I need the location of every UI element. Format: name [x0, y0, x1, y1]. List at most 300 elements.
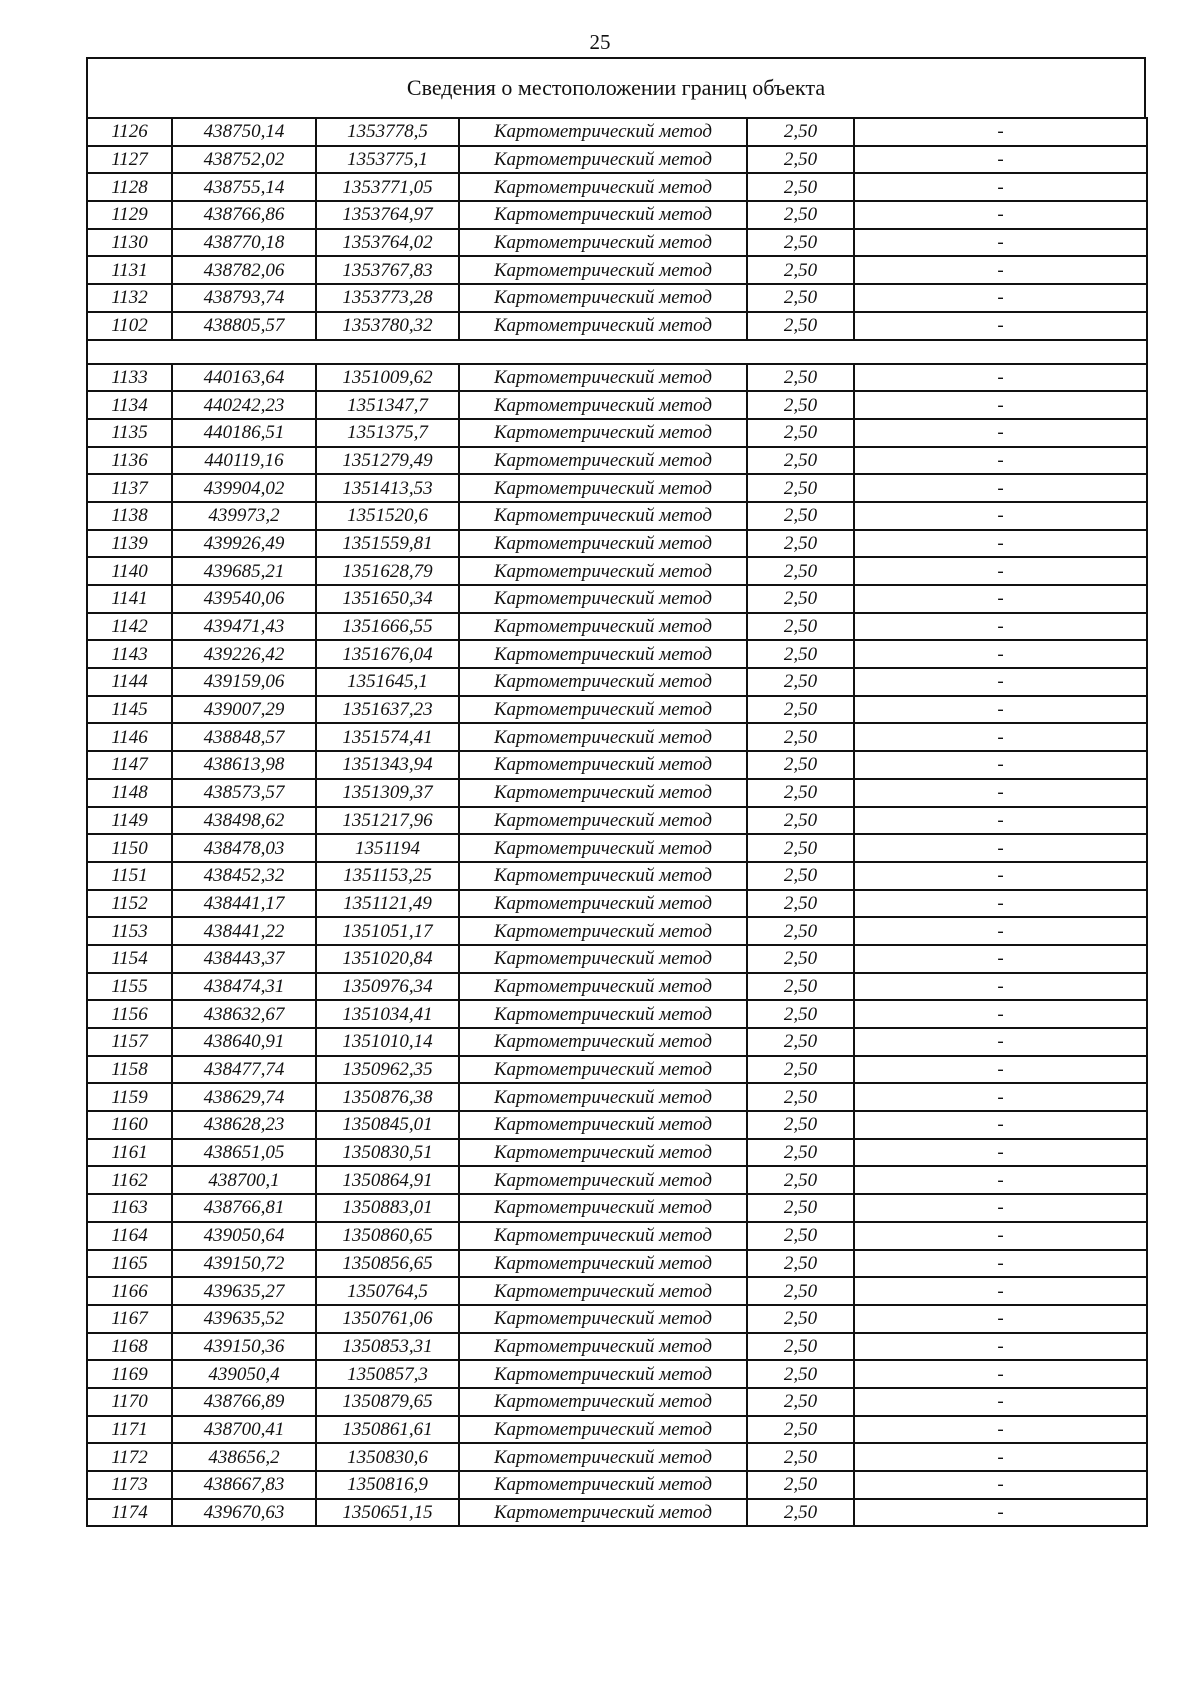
accuracy-cell: 2,50 [747, 1000, 854, 1028]
y-coordinate-cell: 1350845,01 [316, 1111, 459, 1139]
accuracy-cell: 2,50 [747, 890, 854, 918]
point-number-cell: 1140 [87, 557, 172, 585]
accuracy-cell: 2,50 [747, 1360, 854, 1388]
description-cell: - [854, 1139, 1147, 1167]
point-number-cell: 1137 [87, 474, 172, 502]
description-cell: - [854, 474, 1147, 502]
point-number-cell: 1171 [87, 1416, 172, 1444]
y-coordinate-cell: 1350879,65 [316, 1388, 459, 1416]
method-cell: Картометрический метод [459, 696, 747, 724]
method-cell: Картометрический метод [459, 890, 747, 918]
y-coordinate-cell: 1350651,15 [316, 1499, 459, 1527]
accuracy-cell: 2,50 [747, 1139, 854, 1167]
x-coordinate-cell: 438766,81 [172, 1194, 316, 1222]
description-cell: - [854, 557, 1147, 585]
description-cell: - [854, 1000, 1147, 1028]
y-coordinate-cell: 1351020,84 [316, 945, 459, 973]
accuracy-cell: 2,50 [747, 256, 854, 284]
point-number-cell: 1139 [87, 530, 172, 558]
accuracy-cell: 2,50 [747, 1083, 854, 1111]
y-coordinate-cell: 1350857,3 [316, 1360, 459, 1388]
table-row [87, 1000, 1147, 1028]
accuracy-cell: 2,50 [747, 391, 854, 419]
method-cell: Картометрический метод [459, 1000, 747, 1028]
point-number-cell: 1164 [87, 1222, 172, 1250]
description-cell: - [854, 973, 1147, 1001]
point-number-cell: 1130 [87, 229, 172, 257]
table-row [87, 1222, 1147, 1250]
table-row [87, 1028, 1147, 1056]
point-number-cell: 1173 [87, 1471, 172, 1499]
accuracy-cell: 2,50 [747, 1277, 854, 1305]
point-number-cell: 1150 [87, 834, 172, 862]
point-number-cell: 1156 [87, 1000, 172, 1028]
x-coordinate-cell: 439471,43 [172, 613, 316, 641]
description-cell: - [854, 1443, 1147, 1471]
method-cell: Картометрический метод [459, 557, 747, 585]
description-cell: - [854, 391, 1147, 419]
point-number-cell: 1128 [87, 173, 172, 201]
point-number-cell: 1162 [87, 1166, 172, 1194]
x-coordinate-cell: 438700,41 [172, 1416, 316, 1444]
y-coordinate-cell: 1351559,81 [316, 530, 459, 558]
description-cell: - [854, 585, 1147, 613]
method-cell: Картометрический метод [459, 229, 747, 257]
table-row [87, 1194, 1147, 1222]
x-coordinate-cell: 438478,03 [172, 834, 316, 862]
description-cell: - [854, 696, 1147, 724]
accuracy-cell: 2,50 [747, 1028, 854, 1056]
x-coordinate-cell: 439226,42 [172, 640, 316, 668]
y-coordinate-cell: 1350816,9 [316, 1471, 459, 1499]
point-number-cell: 1135 [87, 419, 172, 447]
x-coordinate-cell: 438700,1 [172, 1166, 316, 1194]
x-coordinate-cell: 438848,57 [172, 723, 316, 751]
method-cell: Картометрический метод [459, 312, 747, 340]
method-cell: Картометрический метод [459, 862, 747, 890]
table-row [87, 613, 1147, 641]
description-cell: - [854, 1111, 1147, 1139]
x-coordinate-cell: 438477,74 [172, 1056, 316, 1084]
point-number-cell: 1138 [87, 502, 172, 530]
point-number-cell: 1144 [87, 668, 172, 696]
x-coordinate-cell: 440119,16 [172, 447, 316, 475]
y-coordinate-cell: 1350830,6 [316, 1443, 459, 1471]
y-coordinate-cell: 1351347,7 [316, 391, 459, 419]
y-coordinate-cell: 1351279,49 [316, 447, 459, 475]
accuracy-cell: 2,50 [747, 862, 854, 890]
x-coordinate-cell: 439159,06 [172, 668, 316, 696]
table-row [87, 668, 1147, 696]
point-number-cell: 1155 [87, 973, 172, 1001]
method-cell: Картометрический метод [459, 1360, 747, 1388]
x-coordinate-cell: 440186,51 [172, 419, 316, 447]
x-coordinate-cell: 439685,21 [172, 557, 316, 585]
method-cell: Картометрический метод [459, 256, 747, 284]
x-coordinate-cell: 438452,32 [172, 862, 316, 890]
y-coordinate-cell: 1353764,97 [316, 201, 459, 229]
description-cell: - [854, 502, 1147, 530]
description-cell: - [854, 945, 1147, 973]
point-number-cell: 1143 [87, 640, 172, 668]
accuracy-cell: 2,50 [747, 1443, 854, 1471]
accuracy-cell: 2,50 [747, 284, 854, 312]
table-row [87, 419, 1147, 447]
coordinates-table [86, 117, 1148, 1527]
y-coordinate-cell: 1351645,1 [316, 668, 459, 696]
description-cell: - [854, 1056, 1147, 1084]
x-coordinate-cell: 438632,67 [172, 1000, 316, 1028]
method-cell: Картометрический метод [459, 613, 747, 641]
method-cell: Картометрический метод [459, 118, 747, 146]
point-number-cell: 1141 [87, 585, 172, 613]
y-coordinate-cell: 1353778,5 [316, 118, 459, 146]
method-cell: Картометрический метод [459, 391, 747, 419]
description-cell: - [854, 668, 1147, 696]
table-row [87, 585, 1147, 613]
point-number-cell: 1161 [87, 1139, 172, 1167]
accuracy-cell: 2,50 [747, 1305, 854, 1333]
description-cell: - [854, 1028, 1147, 1056]
method-cell: Картометрический метод [459, 1139, 747, 1167]
accuracy-cell: 2,50 [747, 1471, 854, 1499]
y-coordinate-cell: 1353764,02 [316, 229, 459, 257]
x-coordinate-cell: 438766,89 [172, 1388, 316, 1416]
method-cell: Картометрический метод [459, 1443, 747, 1471]
method-cell: Картометрический метод [459, 723, 747, 751]
point-number-cell: 1149 [87, 807, 172, 835]
table-row [87, 1305, 1147, 1333]
x-coordinate-cell: 438805,57 [172, 312, 316, 340]
accuracy-cell: 2,50 [747, 917, 854, 945]
point-number-cell: 1167 [87, 1305, 172, 1333]
method-cell: Картометрический метод [459, 1305, 747, 1333]
accuracy-cell: 2,50 [747, 1194, 854, 1222]
y-coordinate-cell: 1351309,37 [316, 779, 459, 807]
method-cell: Картометрический метод [459, 530, 747, 558]
boundary-table-sheet [86, 57, 1146, 1527]
method-cell: Картометрический метод [459, 668, 747, 696]
table-row [87, 502, 1147, 530]
method-cell: Картометрический метод [459, 1056, 747, 1084]
table-row [87, 1166, 1147, 1194]
description-cell: - [854, 807, 1147, 835]
table-row [87, 229, 1147, 257]
point-number-cell: 1102 [87, 312, 172, 340]
method-cell: Картометрический метод [459, 1194, 747, 1222]
accuracy-cell: 2,50 [747, 585, 854, 613]
y-coordinate-cell: 1351121,49 [316, 890, 459, 918]
group-separator-row [87, 340, 1147, 364]
table-row [87, 1333, 1147, 1361]
method-cell: Картометрический метод [459, 284, 747, 312]
point-number-cell: 1145 [87, 696, 172, 724]
method-cell: Картометрический метод [459, 364, 747, 392]
table-row [87, 118, 1147, 146]
description-cell: - [854, 1194, 1147, 1222]
accuracy-cell: 2,50 [747, 779, 854, 807]
y-coordinate-cell: 1353767,83 [316, 256, 459, 284]
table-row [87, 474, 1147, 502]
x-coordinate-cell: 440163,64 [172, 364, 316, 392]
x-coordinate-cell: 440242,23 [172, 391, 316, 419]
point-number-cell: 1153 [87, 917, 172, 945]
x-coordinate-cell: 439540,06 [172, 585, 316, 613]
accuracy-cell: 2,50 [747, 723, 854, 751]
y-coordinate-cell: 1350761,06 [316, 1305, 459, 1333]
method-cell: Картометрический метод [459, 419, 747, 447]
method-cell: Картометрический метод [459, 1083, 747, 1111]
point-number-cell: 1152 [87, 890, 172, 918]
y-coordinate-cell: 1351650,34 [316, 585, 459, 613]
accuracy-cell: 2,50 [747, 807, 854, 835]
description-cell: - [854, 1166, 1147, 1194]
point-number-cell: 1146 [87, 723, 172, 751]
x-coordinate-cell: 438441,17 [172, 890, 316, 918]
y-coordinate-cell: 1351010,14 [316, 1028, 459, 1056]
table-row [87, 723, 1147, 751]
point-number-cell: 1132 [87, 284, 172, 312]
accuracy-cell: 2,50 [747, 118, 854, 146]
table-row [87, 640, 1147, 668]
x-coordinate-cell: 438766,86 [172, 201, 316, 229]
y-coordinate-cell: 1350764,5 [316, 1277, 459, 1305]
table-row [87, 1250, 1147, 1278]
accuracy-cell: 2,50 [747, 973, 854, 1001]
method-cell: Картометрический метод [459, 1499, 747, 1527]
y-coordinate-cell: 1353773,28 [316, 284, 459, 312]
y-coordinate-cell: 1353775,1 [316, 146, 459, 174]
description-cell: - [854, 256, 1147, 284]
description-cell: - [854, 862, 1147, 890]
y-coordinate-cell: 1353780,32 [316, 312, 459, 340]
method-cell: Картометрический метод [459, 1111, 747, 1139]
table-row [87, 1111, 1147, 1139]
y-coordinate-cell: 1350861,61 [316, 1416, 459, 1444]
accuracy-cell: 2,50 [747, 312, 854, 340]
table-row [87, 779, 1147, 807]
accuracy-cell: 2,50 [747, 668, 854, 696]
accuracy-cell: 2,50 [747, 474, 854, 502]
accuracy-cell: 2,50 [747, 1250, 854, 1278]
y-coordinate-cell: 1350856,65 [316, 1250, 459, 1278]
description-cell: - [854, 723, 1147, 751]
description-cell: - [854, 118, 1147, 146]
page-number: 25 [589, 30, 611, 54]
point-number-cell: 1148 [87, 779, 172, 807]
x-coordinate-cell: 439904,02 [172, 474, 316, 502]
x-coordinate-cell: 439926,49 [172, 530, 316, 558]
point-number-cell: 1154 [87, 945, 172, 973]
y-coordinate-cell: 1351034,41 [316, 1000, 459, 1028]
x-coordinate-cell: 439670,63 [172, 1499, 316, 1527]
accuracy-cell: 2,50 [747, 1056, 854, 1084]
description-cell: - [854, 613, 1147, 641]
x-coordinate-cell: 439050,64 [172, 1222, 316, 1250]
method-cell: Картометрический метод [459, 585, 747, 613]
table-row [87, 146, 1147, 174]
point-number-cell: 1172 [87, 1443, 172, 1471]
x-coordinate-cell: 439635,27 [172, 1277, 316, 1305]
table-row [87, 391, 1147, 419]
description-cell: - [854, 1499, 1147, 1527]
x-coordinate-cell: 438640,91 [172, 1028, 316, 1056]
x-coordinate-cell: 438629,74 [172, 1083, 316, 1111]
point-number-cell: 1131 [87, 256, 172, 284]
y-coordinate-cell: 1351666,55 [316, 613, 459, 641]
table-row [87, 1360, 1147, 1388]
method-cell: Картометрический метод [459, 751, 747, 779]
y-coordinate-cell: 1351194 [316, 834, 459, 862]
y-coordinate-cell: 1351009,62 [316, 364, 459, 392]
description-cell: - [854, 312, 1147, 340]
y-coordinate-cell: 1351051,17 [316, 917, 459, 945]
y-coordinate-cell: 1350883,01 [316, 1194, 459, 1222]
table-row [87, 173, 1147, 201]
table-row [87, 1277, 1147, 1305]
x-coordinate-cell: 438770,18 [172, 229, 316, 257]
description-cell: - [854, 229, 1147, 257]
table-row [87, 1443, 1147, 1471]
description-cell: - [854, 1222, 1147, 1250]
method-cell: Картометрический метод [459, 1166, 747, 1194]
accuracy-cell: 2,50 [747, 530, 854, 558]
method-cell: Картометрический метод [459, 201, 747, 229]
description-cell: - [854, 917, 1147, 945]
y-coordinate-cell: 1350830,51 [316, 1139, 459, 1167]
table-row [87, 1388, 1147, 1416]
x-coordinate-cell: 438667,83 [172, 1471, 316, 1499]
accuracy-cell: 2,50 [747, 613, 854, 641]
accuracy-cell: 2,50 [747, 364, 854, 392]
description-cell: - [854, 364, 1147, 392]
method-cell: Картометрический метод [459, 502, 747, 530]
point-number-cell: 1142 [87, 613, 172, 641]
x-coordinate-cell: 438651,05 [172, 1139, 316, 1167]
y-coordinate-cell: 1353771,05 [316, 173, 459, 201]
method-cell: Картометрический метод [459, 834, 747, 862]
description-cell: - [854, 530, 1147, 558]
point-number-cell: 1151 [87, 862, 172, 890]
method-cell: Картометрический метод [459, 807, 747, 835]
table-row [87, 447, 1147, 475]
x-coordinate-cell: 438474,31 [172, 973, 316, 1001]
y-coordinate-cell: 1350876,38 [316, 1083, 459, 1111]
method-cell: Картометрический метод [459, 973, 747, 1001]
x-coordinate-cell: 439050,4 [172, 1360, 316, 1388]
accuracy-cell: 2,50 [747, 1222, 854, 1250]
y-coordinate-cell: 1350853,31 [316, 1333, 459, 1361]
x-coordinate-cell: 439007,29 [172, 696, 316, 724]
point-number-cell: 1170 [87, 1388, 172, 1416]
point-number-cell: 1157 [87, 1028, 172, 1056]
description-cell: - [854, 284, 1147, 312]
y-coordinate-cell: 1351574,41 [316, 723, 459, 751]
method-cell: Картометрический метод [459, 1028, 747, 1056]
accuracy-cell: 2,50 [747, 834, 854, 862]
y-coordinate-cell: 1351153,25 [316, 862, 459, 890]
method-cell: Картометрический метод [459, 1416, 747, 1444]
method-cell: Картометрический метод [459, 917, 747, 945]
table-row [87, 201, 1147, 229]
table-row [87, 1471, 1147, 1499]
table-row [87, 557, 1147, 585]
description-cell: - [854, 173, 1147, 201]
table-row [87, 1416, 1147, 1444]
x-coordinate-cell: 438613,98 [172, 751, 316, 779]
y-coordinate-cell: 1350976,34 [316, 973, 459, 1001]
x-coordinate-cell: 438782,06 [172, 256, 316, 284]
table-row [87, 834, 1147, 862]
table-row [87, 256, 1147, 284]
accuracy-cell: 2,50 [747, 1111, 854, 1139]
description-cell: - [854, 1333, 1147, 1361]
accuracy-cell: 2,50 [747, 447, 854, 475]
method-cell: Картометрический метод [459, 779, 747, 807]
description-cell: - [854, 751, 1147, 779]
description-cell: - [854, 1250, 1147, 1278]
table-row [87, 1056, 1147, 1084]
x-coordinate-cell: 438441,22 [172, 917, 316, 945]
x-coordinate-cell: 439150,72 [172, 1250, 316, 1278]
x-coordinate-cell: 438443,37 [172, 945, 316, 973]
method-cell: Картометрический метод [459, 1250, 747, 1278]
accuracy-cell: 2,50 [747, 557, 854, 585]
method-cell: Картометрический метод [459, 1471, 747, 1499]
point-number-cell: 1159 [87, 1083, 172, 1111]
table-row [87, 751, 1147, 779]
table-row [87, 973, 1147, 1001]
description-cell: - [854, 890, 1147, 918]
description-cell: - [854, 1083, 1147, 1111]
method-cell: Картометрический метод [459, 640, 747, 668]
description-cell: - [854, 201, 1147, 229]
accuracy-cell: 2,50 [747, 696, 854, 724]
accuracy-cell: 2,50 [747, 751, 854, 779]
x-coordinate-cell: 438750,14 [172, 118, 316, 146]
table-row [87, 917, 1147, 945]
method-cell: Картометрический метод [459, 173, 747, 201]
method-cell: Картометрический метод [459, 1388, 747, 1416]
accuracy-cell: 2,50 [747, 146, 854, 174]
description-cell: - [854, 419, 1147, 447]
x-coordinate-cell: 438573,57 [172, 779, 316, 807]
description-cell: - [854, 1388, 1147, 1416]
x-coordinate-cell: 439150,36 [172, 1333, 316, 1361]
y-coordinate-cell: 1351375,7 [316, 419, 459, 447]
description-cell: - [854, 640, 1147, 668]
accuracy-cell: 2,50 [747, 1499, 854, 1527]
table-row [87, 1499, 1147, 1527]
table-row [87, 530, 1147, 558]
table-row [87, 945, 1147, 973]
table-row [87, 1083, 1147, 1111]
x-coordinate-cell: 439973,2 [172, 502, 316, 530]
x-coordinate-cell: 438752,02 [172, 146, 316, 174]
point-number-cell: 1168 [87, 1333, 172, 1361]
point-number-cell: 1136 [87, 447, 172, 475]
description-cell: - [854, 1305, 1147, 1333]
accuracy-cell: 2,50 [747, 1166, 854, 1194]
y-coordinate-cell: 1350864,91 [316, 1166, 459, 1194]
table-row [87, 890, 1147, 918]
table-row [87, 312, 1147, 340]
point-number-cell: 1158 [87, 1056, 172, 1084]
y-coordinate-cell: 1351343,94 [316, 751, 459, 779]
y-coordinate-cell: 1351217,96 [316, 807, 459, 835]
accuracy-cell: 2,50 [747, 229, 854, 257]
point-number-cell: 1160 [87, 1111, 172, 1139]
